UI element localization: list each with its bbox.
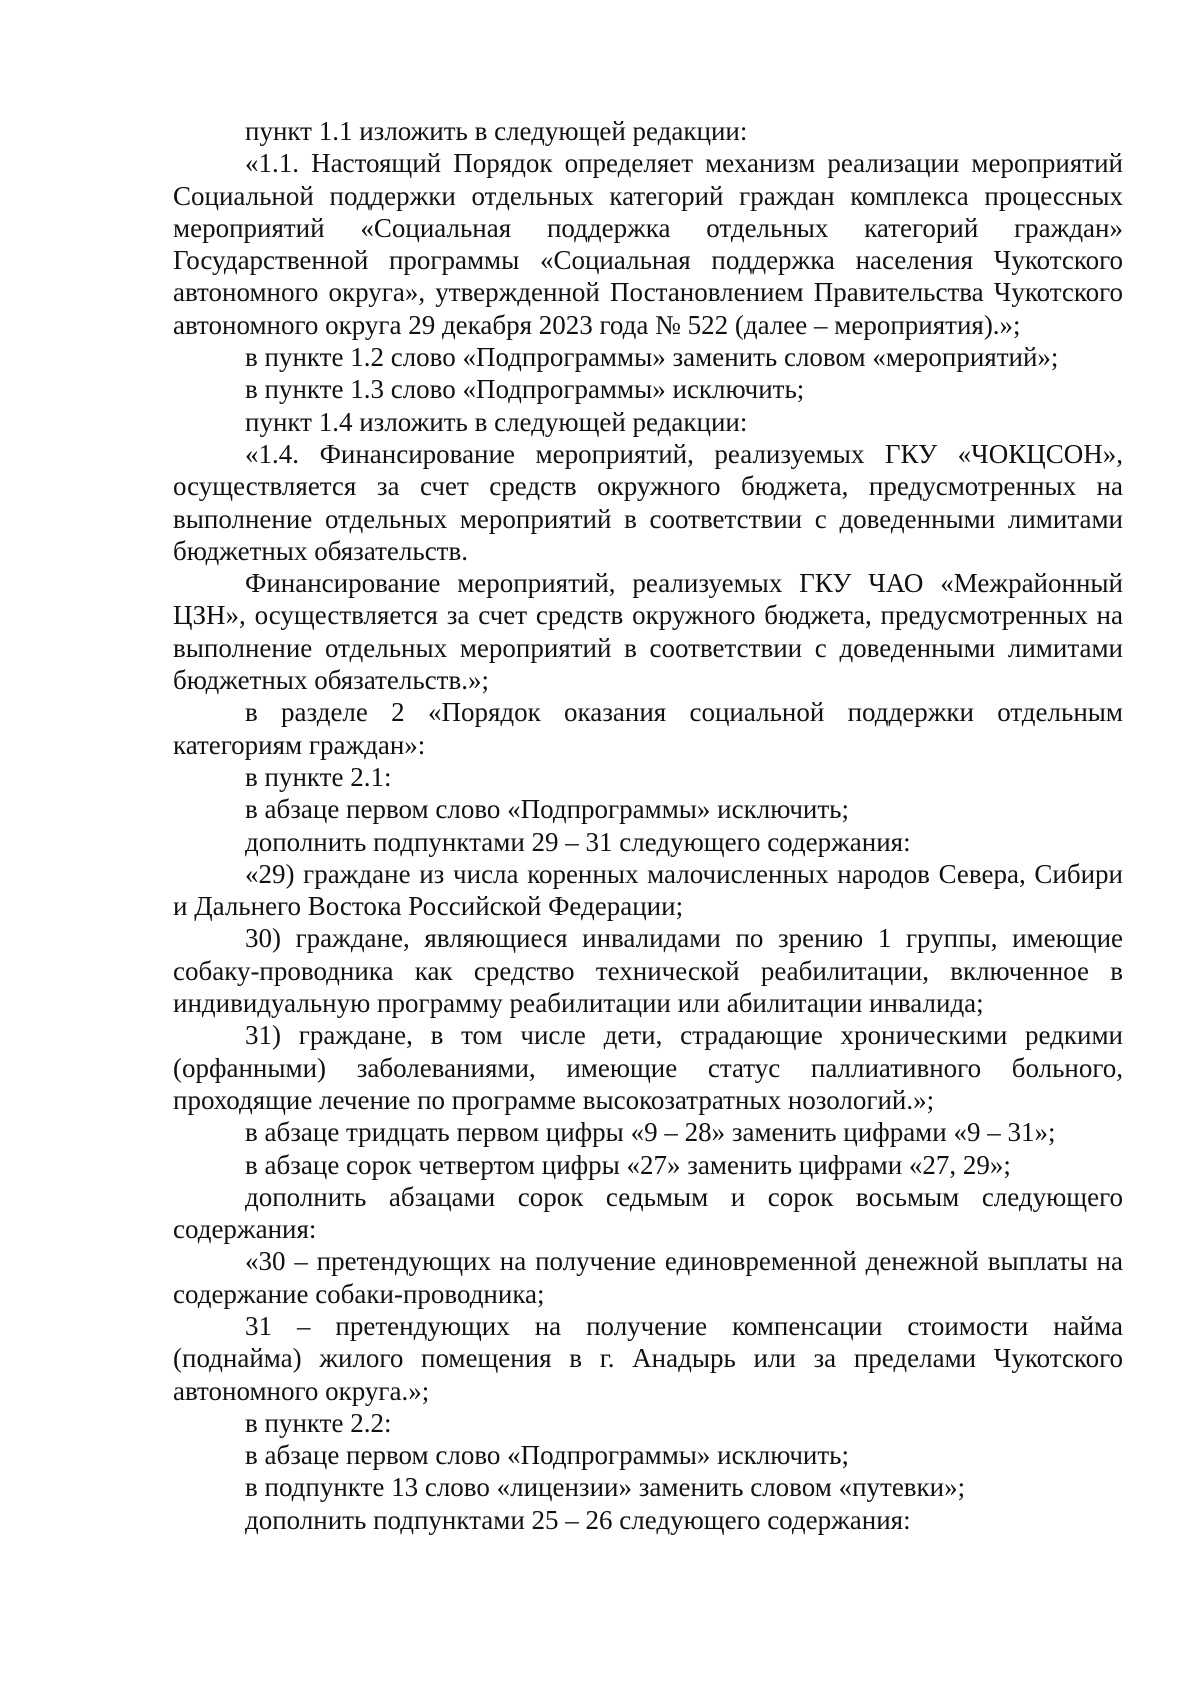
- paragraph: «29) граждане из числа коренных малочисленных народов Севера, Сибири и Дальнего Востока Российской Федерации;: [173, 858, 1123, 922]
- paragraph: в подпункте 13 слово «лицензии» заменить словом «путевки»;: [245, 1472, 966, 1503]
- paragraph: в абзаце сорок четвертом цифры «27» заменить цифрами «27, 29»;: [245, 1149, 1011, 1180]
- paragraph: 31 – претендующих на получение компенсации стоимости найма (поднайма) жилого помещения в г. Анадырь или за пределами Чукотского автономного округа.»;: [173, 1310, 1123, 1406]
- paragraph: в пункте 2.1:: [245, 761, 392, 792]
- paragraph: «1.1. Настоящий Порядок определяет механизм реализации мероприятий Социальной поддержки отдельных категорий граждан комплекса процессных мероприятий «Социальная поддержка отдельных категорий граждан» Государственной программы «Социальная поддержка населения Чукотского автономного округа», утвержденной Постановлением Правительства Чукотского автономного округа 29 декабря 2023 года № 522 (далее – мероприятия).»;: [173, 148, 1123, 340]
- paragraph: 31) граждане, в том числе дети, страдающие хроническими редкими (орфанными) заболеваниями, имеющие статус паллиативного больного, проходящие лечение по программе высокозатратных нозологий.»;: [173, 1020, 1123, 1115]
- paragraph: в пункте 1.2 слово «Подпрограммы» заменить словом «мероприятий»;: [245, 342, 1059, 373]
- paragraph: пункт 1.1 изложить в следующей редакции:: [245, 116, 748, 146]
- paragraph: 30) граждане, являющиеся инвалидами по зрению 1 группы, имеющие собаку-проводника как средство технической реабилитации, включенное в индивидуальную программу реабилитации или абилитации инвалида;: [173, 923, 1123, 1019]
- paragraph: в абзаце тридцать первом цифры «9 – 28» заменить цифрами «9 – 31»;: [245, 1117, 1056, 1148]
- paragraph: в абзаце первом слово «Подпрограммы» исключить;: [245, 794, 849, 825]
- paragraph: «30 – претендующих на получение единовременной денежной выплаты на содержание собаки-проводника;: [173, 1246, 1123, 1309]
- paragraph: в пункте 2.2:: [245, 1407, 392, 1438]
- paragraph: в пункте 1.3 слово «Подпрограммы» исключить;: [245, 374, 805, 405]
- paragraph: Финансирование мероприятий, реализуемых ГКУ ЧАО «Межрайонный ЦЗН», осуществляется за счет средств окружного бюджета, предусмотренных на выполнение отдельных мероприятий в соответствии с доведенными лимитами бюджетных обязательств.»;: [173, 568, 1123, 696]
- paragraph: в разделе 2 «Порядок оказания социальной поддержки отдельным категориям граждан»:: [173, 697, 1123, 760]
- paragraph: дополнить абзацами сорок седьмым и сорок восьмым следующего содержания:: [173, 1181, 1123, 1245]
- paragraph: пункт 1.4 изложить в следующей редакции:: [245, 406, 748, 437]
- paragraph: «1.4. Финансирование мероприятий, реализуемых ГКУ «ЧОКЦСОН», осуществляется за счет средств окружного бюджета, предусмотренных на выполнение отдельных мероприятий в соответствии с доведенными лимитами бюджетных обязательств.: [173, 438, 1123, 566]
- paragraph: дополнить подпунктами 25 – 26 следующего содержания:: [245, 1504, 911, 1535]
- document-page: [173, 115, 1123, 1536]
- paragraph: дополнить подпунктами 29 – 31 следующего содержания:: [245, 826, 911, 857]
- paragraph: в абзаце первом слово «Подпрограммы» исключить;: [245, 1440, 849, 1471]
